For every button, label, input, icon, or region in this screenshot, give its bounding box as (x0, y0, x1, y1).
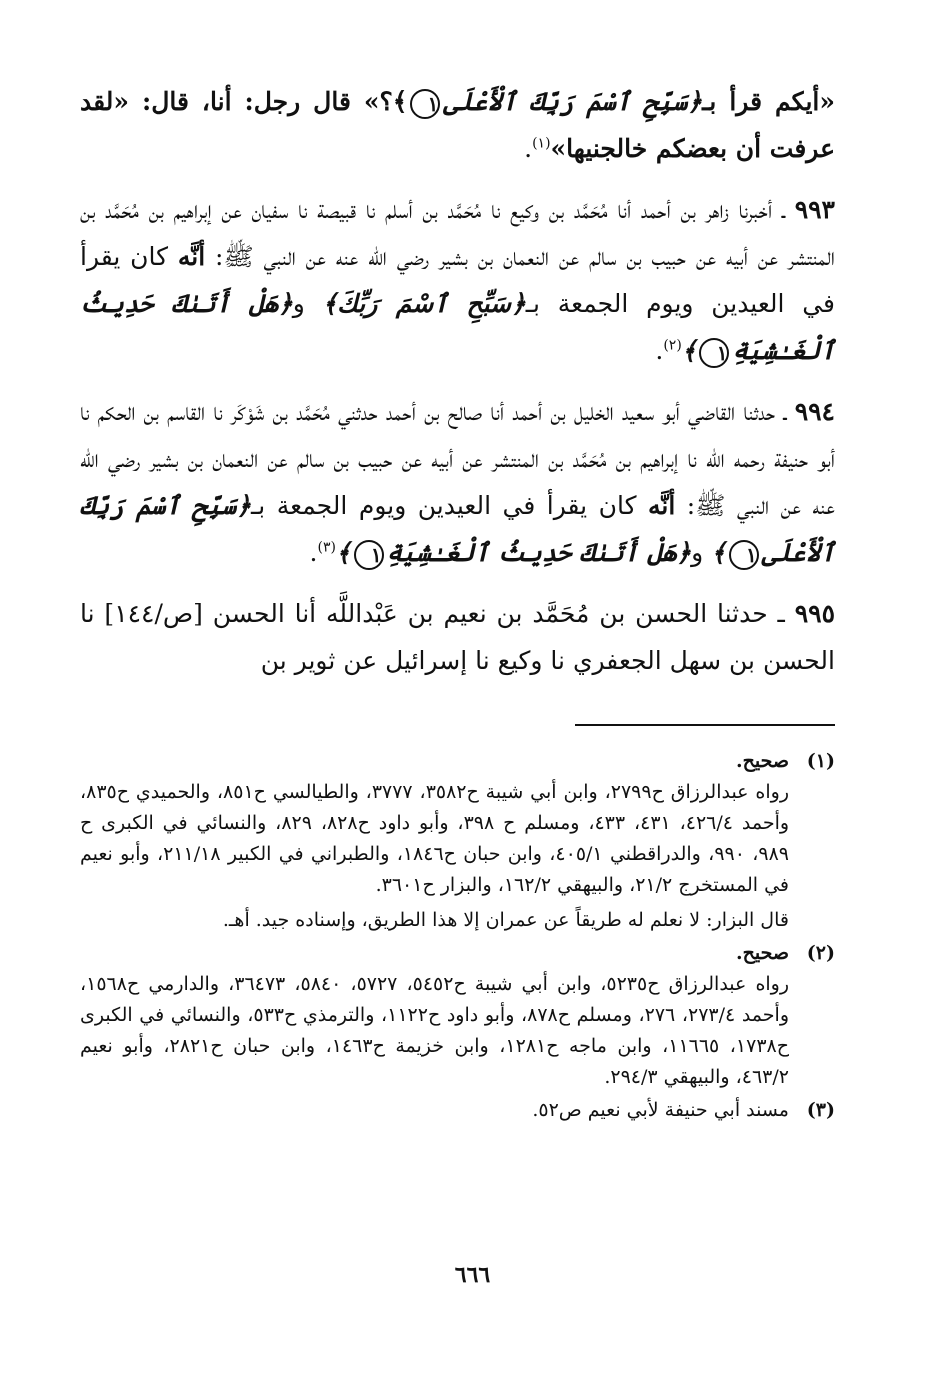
hadith-994 (80, 388, 835, 576)
quran-verse: ﴿سَبِّحِ ٱسْمَ رَبِّكَ ٱلْأَعْلَى (80, 491, 835, 567)
footnote-divider (575, 724, 835, 726)
hadith-text: ـ أخبرنا زاهر بن أحمد أنا مُحَمَّد بن وكيع نا مُحَمَّد بن أسلم نا قبيصة نا سفيان عن إبراهيم بن مُحَمَّد بن المنتشر عن أبيه عن حبيب بن سالم عن النعمان بن بشير رضي الله عنه عن النبي ﷺ: (80, 195, 835, 271)
footnote-comment: قال البزار: لا نعلم له طريقاً عن عمران إلا هذا الطريق، وإسناده جيد. أهـ. (222, 909, 789, 931)
quran-verse: ﴿هَلْ أَتَىٰكَ حَدِيثُ ٱلْغَـٰشِيَةِ (80, 289, 835, 365)
hadith-text: ـ حدثنا القاضي أبو سعيد الخليل بن أحمد أنا صالح بن أحمد حدثني مُحَمَّد بن شَوْكَر نا القاسم بن الحكم نا أبو حنيفة رحمه الله نا إبراهيم بن مُحَمَّد بن المنتشر عن أبيه عن حبيب بن سالم عن النعمان بن بشير رضي الله عنه عن النبي ﷺ: (80, 397, 835, 520)
footnotes (80, 746, 835, 1126)
ayah-marker: ١ (729, 540, 759, 570)
footnote-3 (80, 1095, 835, 1126)
footnote-ref[interactable]: (٢) (663, 337, 682, 354)
hadith-bold: أنَّه (647, 491, 676, 520)
footnote-title: صحيح. (735, 750, 789, 772)
footnote-number: (١) (806, 750, 835, 772)
punctuation: . (524, 134, 533, 163)
conjunction: و (292, 289, 323, 318)
hadith-text: كان يقرأ في العيدين ويوم الجمعة بـ (80, 242, 835, 318)
hadith-text: كان يقرأ في العيدين ويوم الجمعة بـ (250, 491, 648, 520)
footnote-2 (80, 938, 835, 1093)
ayah-marker: ١ (354, 540, 384, 570)
quran-verse: ﴿هَلْ أَتَىٰكَ حَدِيثُ ٱلْغَـٰشِيَةِ (386, 538, 692, 567)
paragraph-continuation (80, 78, 835, 172)
footnote-ref[interactable]: (١) (532, 135, 551, 152)
footnote-ref[interactable]: (٣) (317, 539, 336, 556)
quran-verse: ﴿سَبِّحِ ٱسْمَ رَبِّكَ ٱلْأَعْلَى (443, 87, 703, 116)
footnote-number: (٣) (806, 1099, 835, 1121)
quote-text: ﴾؟» قال رجل: أنا، قال: «لقد عرفت أن بعضكم خالجنيها» (80, 87, 835, 163)
footnote-text: مسند أبي حنيفة لأبي نعيم ص٥٢. (532, 1099, 789, 1121)
hadith-number: ٩٩٥ (794, 599, 836, 628)
quote-text: «أيكم قرأ بـ (702, 87, 835, 116)
footnote-number: (٢) (806, 942, 835, 964)
main-text (80, 78, 835, 684)
ayah-marker: ١ (699, 338, 729, 368)
hadith-number: ٩٩٤ (794, 397, 835, 426)
bracket: ﴾ (711, 538, 726, 567)
bracket: ﴾ (335, 538, 351, 567)
hadith-bold: أنَّه (177, 242, 206, 271)
footnote-1 (80, 746, 835, 936)
conjunction: و (691, 538, 712, 567)
quran-verse: ﴿سَبِّحِ ٱسْمَ رَبِّكَ﴾ (322, 289, 526, 318)
footnote-text: رواه عبدالرزاق ح٥٢٣٥، وابن أبي شيبة ح٥٤٥٢، ٥٧٢٧، ٥٨٤٠، ٣٦٤٧٣، والدارمي ح١٥٦٨، وأحمد ٢٧٣/٤، ٢٧٦، ومسلم ح٨٧٨، وأبو داود ح١١٢٢، والترمذي ح٥٣٣، والنسائي في الكبرى ح١٧٣٨، ١١٦٦٥، وابن ماجه ح١٢٨١، وابن خزيمة ح١٤٦٣، وابن حبان ح٢٨٢١، وأبو نعيم ٤٦٣/٢، والبيهقي ٢٩٤/٣. (80, 973, 790, 1088)
hadith-text: ـ حدثنا الحسن بن مُحَمَّد بن نعيم بن عَبْداللَّه أنا الحسن [ص/١٤٤] نا الحسن بن سهل الجعفري نا وكيع نا إسرائيل عن ثوير بن (80, 599, 835, 675)
punctuation: . (309, 538, 318, 567)
hadith-number: ٩٩٣ (794, 195, 835, 224)
hadith-995 (80, 590, 835, 684)
bracket: ﴾ (681, 336, 697, 365)
footnote-title: صحيح. (735, 942, 789, 964)
ayah-marker: ١ (410, 89, 440, 119)
page-number: ٦٦٦ (454, 1262, 491, 1288)
hadith-993 (80, 186, 835, 374)
footnote-text: رواه عبدالرزاق ح٢٧٩٩، وابن أبي شيبة ح٣٥٨٢، ٣٧٧٧، والطيالسي ح٨٥١، والحميدي ح٨٣٥، وأحمد ٤٢٦/٤، ٤٣١، ٤٣٣، ومسلم ح ٣٩٨، وأبو داود ح٨٢٨، ٨٢٩، والنسائي في الكبرى ح ٩٨٩، ٩٩٠، والدراقطني ٤٠٥/١، وابن حبان ح١٨٤٦، والطبراني في الكبير ٢١١/١٨، وأبو نعيم في المستخرج ٢١/٢، والبيهقي ١٦٢/٢، والبزار ح٣٦٠١. (80, 781, 790, 896)
punctuation: . (655, 336, 664, 365)
